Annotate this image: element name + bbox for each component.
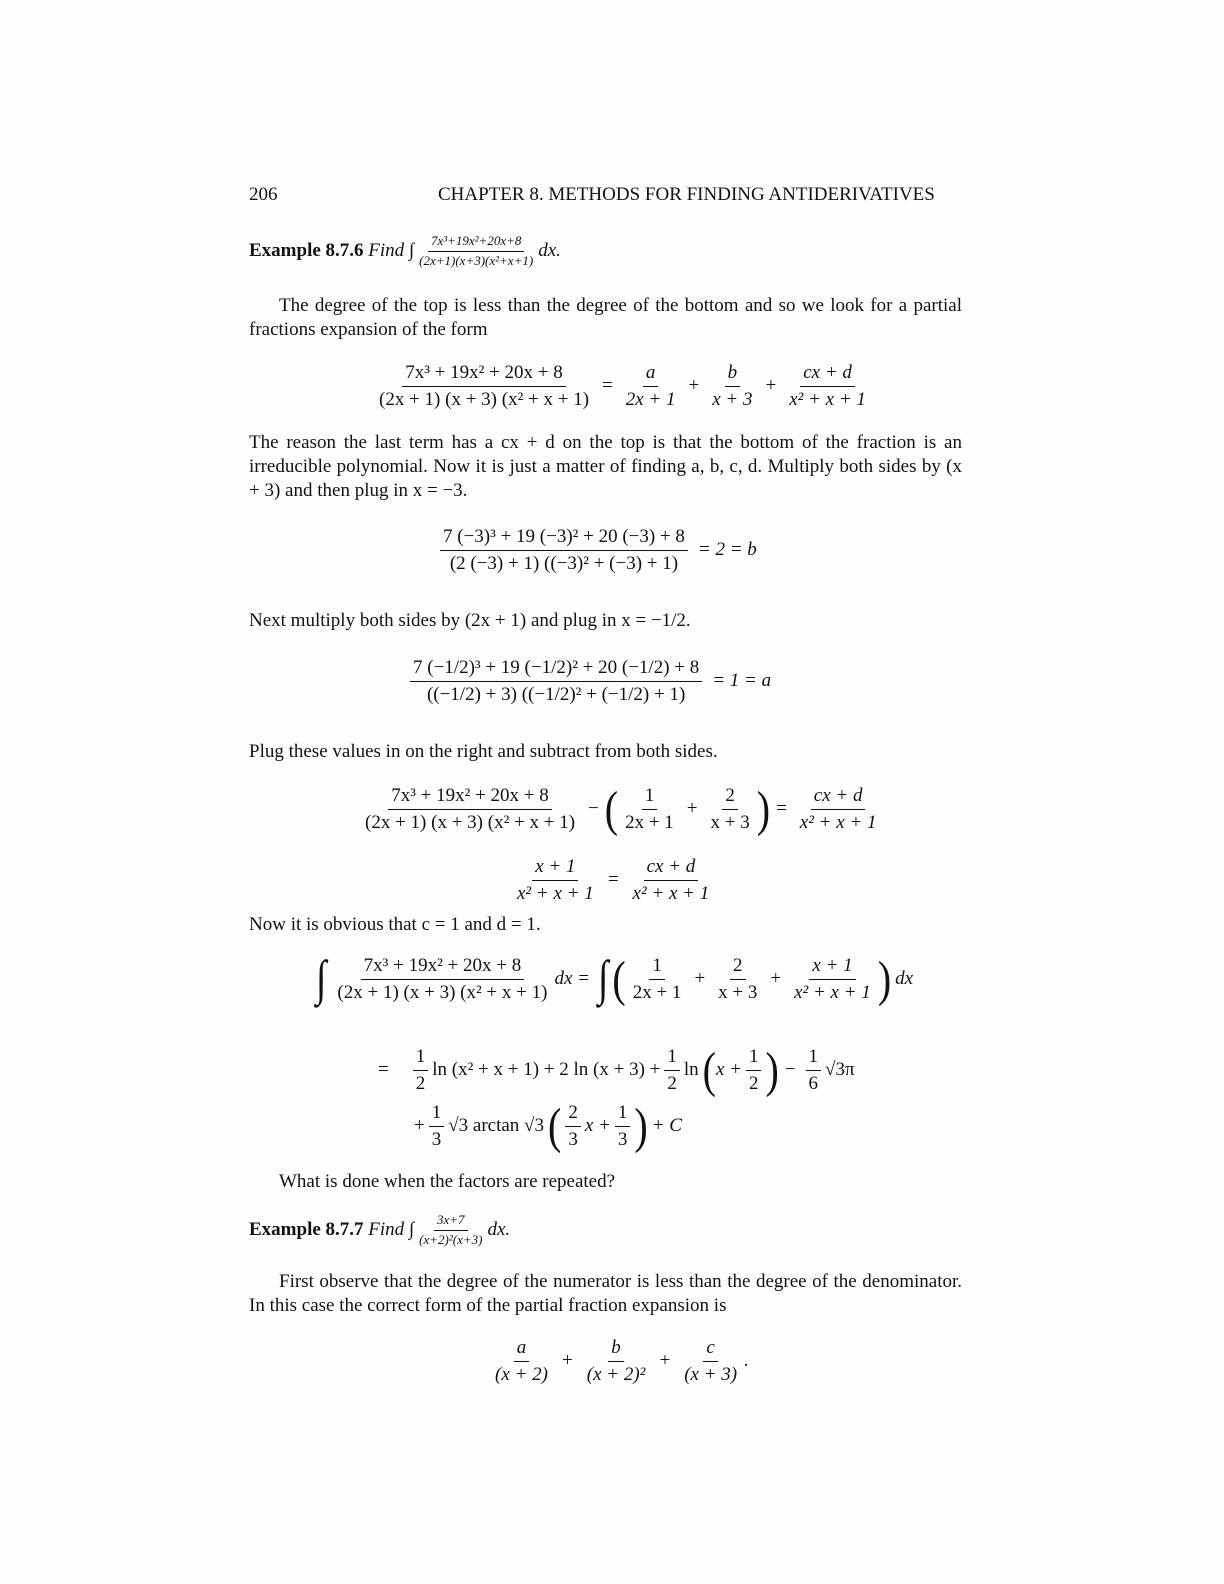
equation-solve-b: $\frac{\text{7 (−3)³ + 19 (−3)² + 20 (−3) + 8}}{\text{(2 (−3) + 1) ((−3)² + (−3) + 1)}}$ = 2 = b bbox=[436, 526, 763, 575]
example-integrand: $\frac{\text{7x³+19x²+20x+8}}{\text{(2x+1)(x+3)(x²+x+1)}}$ bbox=[419, 233, 534, 268]
example-integrand: $\frac{3x+7}{\text{(x+2)²(x+3)}}$ bbox=[419, 1212, 483, 1247]
example-heading: Example 8.7.7 Find ∫ $\frac{3x+7}{\text{(x+2)²(x+3)}}$ dx. bbox=[249, 1212, 511, 1247]
equation-partial-fractions: $\frac{\text{7x³ + 19x² + 20x + 8}}{\text{(2x + 1) (x + 3) (x² + x + 1)}}$ = $\frac{a}{2x + 1}$ + $\frac{b}{x + 3}$ + $\frac{cx + d}{\text{x² + x + 1}}$ bbox=[379, 362, 866, 410]
equation-repeated-factors: $\frac{a}{(x + 2)}$ + $\frac{b}{\text{(x + 2)²}}$ + $\frac{c}{(x + 3)}$ . bbox=[495, 1337, 749, 1385]
running-header: CHAPTER 8. METHODS FOR FINDING ANTIDERIVATIVES bbox=[438, 184, 935, 205]
paragraph: First observe that the degree of the numerator is less than the degree of the denominator. In this case the correct form of the partial fraction expansion is bbox=[249, 1271, 962, 1316]
paragraph: Now it is obvious that c = 1 and d = 1. bbox=[249, 914, 541, 935]
equation-result-line2: + $\frac{1}{3}$ √3 arctan √3 ( $\frac{2}{3}$ x + $\frac{1}{3}$ ) + C bbox=[414, 1097, 682, 1154]
example-dx: dx. bbox=[538, 240, 561, 262]
example-label: Example 8.7.6 bbox=[249, 240, 364, 262]
paragraph: The degree of the top is less than the degree of the bottom and so we look for a partial fractions expansion of the form bbox=[249, 295, 962, 340]
example-dx: dx. bbox=[487, 1219, 511, 1241]
page-number: 206 bbox=[249, 184, 278, 205]
paragraph: The reason the last term has a cx + d on the top is that the bottom of the fraction is an irreducible polynomial. Now it is just a matter of finding a, b, c, d. Multiply both sides by (x + 3) and then plug in x = −3. bbox=[249, 432, 962, 501]
example-find: Find bbox=[368, 1219, 405, 1241]
example-label: Example 8.7.7 bbox=[249, 1219, 364, 1241]
paragraph: What is done when the factors are repeated? bbox=[279, 1171, 616, 1192]
equation-integral: ∫ $\frac{\text{7x³ + 19x² + 20x + 8}}{\text{(2x + 1) (x + 3) (x² + x + 1)}}$ dx = ∫ ( $\frac{1}{2x + 1}$ + $\frac{2}{x + 3}$ + $\frac{x + 1}{\text{x² + x + 1}}$ ) dx bbox=[316, 950, 914, 1007]
paragraph: Plug these values in on the right and subtract from both sides. bbox=[249, 741, 718, 762]
equation-subtract: $\frac{\text{7x³ + 19x² + 20x + 8}}{\text{(2x + 1) (x + 3) (x² + x + 1)}}$ − ( $\frac{1}{2x + 1}$ + $\frac{2}{x + 3}$ ) = $\frac{cx + d}{\text{x² + x + 1}}$ bbox=[365, 780, 877, 837]
equation-result-line1: = $\frac{1}{2}$ ln (x² + x + 1) + 2 ln (x + 3) + $\frac{1}{2}$ ln ( x + $\frac{1}{2}$ ) − $\frac{1}{6}$ √3π bbox=[378, 1041, 855, 1098]
example-heading: Example 8.7.6 Find ∫ $\frac{\text{7x³+19x²+20x+8}}{\text{(2x+1)(x+3)(x²+x+1)}}$ dx. bbox=[249, 233, 561, 268]
equation-compare: $\frac{x + 1}{\text{x² + x + 1}}$ = $\frac{cx + d}{\text{x² + x + 1}}$ bbox=[517, 856, 710, 904]
example-find: Find bbox=[368, 240, 405, 262]
paragraph: Next multiply both sides by (2x + 1) and plug in x = −1/2. bbox=[249, 610, 691, 631]
equation-solve-a: $\frac{\text{7 (−1/2)³ + 19 (−1/2)² + 20 (−1/2) + 8}}{\text{((−1/2) + 3) ((−1/2)² + (−1/2) + 1)}}$ = 1 = a bbox=[406, 657, 777, 706]
